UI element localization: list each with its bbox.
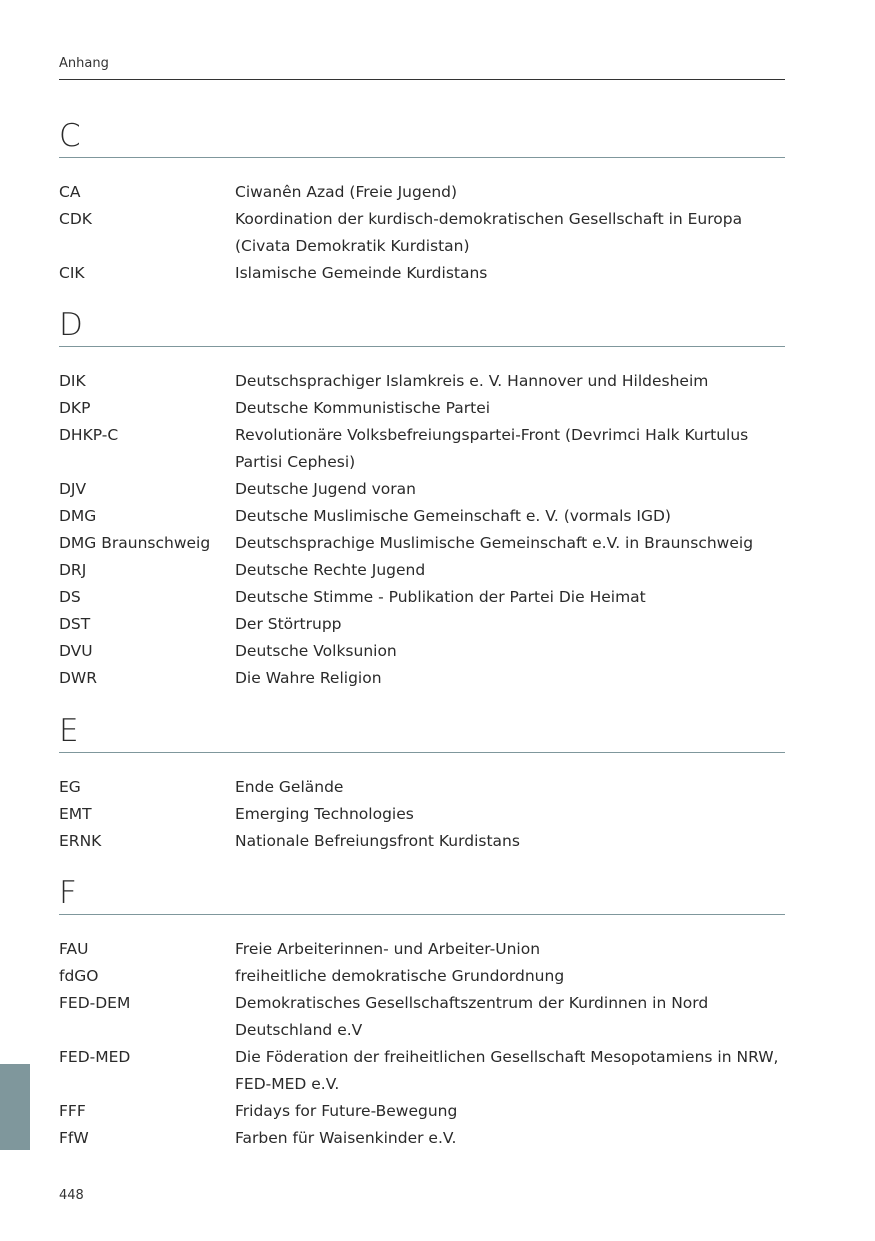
list-item (59, 611, 785, 638)
list-item (59, 990, 785, 1044)
section-rule (59, 752, 785, 753)
abbreviation: DMG (59, 507, 97, 525)
entry-list (59, 936, 785, 1152)
abbreviation: DMG Braunschweig (59, 534, 211, 552)
list-item (59, 422, 785, 476)
section-letter: E (59, 713, 79, 749)
section-e (59, 711, 785, 855)
list-item (59, 1125, 785, 1152)
abbreviation: FAU (59, 940, 89, 958)
section-f (59, 873, 785, 1152)
list-item (59, 963, 785, 990)
definition: Ciwanên Azad (Freie Jugend) (235, 183, 458, 201)
abbreviation: CIK (59, 264, 85, 282)
list-item (59, 936, 785, 963)
page-number: 448 (59, 1188, 84, 1203)
definition: Farben für Waisenkinder e.V. (235, 1129, 457, 1147)
abbreviation: CDK (59, 210, 92, 228)
section-rule (59, 157, 785, 158)
section-letter: C (59, 118, 81, 154)
list-item (59, 584, 785, 611)
abbreviation: EG (59, 778, 81, 796)
running-head: Anhang (59, 56, 109, 71)
abbreviation: DIK (59, 372, 86, 390)
definition: Revolutionäre Volksbefreiungspartei-Front (Devrimci Halk Kurtulus Partisi Cephesi) (235, 426, 749, 471)
list-item (59, 395, 785, 422)
header-rule (59, 79, 785, 80)
list-item (59, 530, 785, 557)
abbreviation: DWR (59, 669, 98, 687)
definition: Freie Arbeiterinnen- und Arbeiter-Union (235, 940, 541, 958)
definition: Die Föderation der freiheitlichen Gesellschaft Mesopotamiens in NRW, FED-MED e.V. (235, 1048, 779, 1093)
abbreviation: DST (59, 615, 91, 633)
abbreviation: FFF (59, 1102, 86, 1120)
list-item (59, 476, 785, 503)
section-d (59, 305, 785, 692)
list-item (59, 503, 785, 530)
definition: Deutsche Jugend voran (235, 480, 416, 498)
list-item (59, 368, 785, 395)
definition: Deutsche Stimme - Publikation der Partei Die Heimat (235, 588, 646, 606)
section-rule (59, 914, 785, 915)
definition: Islamische Gemeinde Kurdistans (235, 264, 488, 282)
definition: Die Wahre Religion (235, 669, 382, 687)
abbreviation: DKP (59, 399, 91, 417)
section-rule (59, 346, 785, 347)
definition: Der Störtrupp (235, 615, 342, 633)
section-c (59, 116, 785, 287)
definition: Deutschsprachiger Islamkreis e. V. Hannover und Hildesheim (235, 372, 709, 390)
list-item (59, 638, 785, 665)
definition: Ende Gelände (235, 778, 344, 796)
entry-list (59, 368, 785, 692)
list-item (59, 1044, 785, 1098)
list-item (59, 260, 785, 287)
definition: Emerging Technologies (235, 805, 414, 823)
list-item (59, 1098, 785, 1125)
definition: Deutsche Volksunion (235, 642, 397, 660)
list-item (59, 206, 785, 260)
section-letter: F (59, 875, 77, 911)
abbreviation: DVU (59, 642, 93, 660)
definition: Koordination der kurdisch-demokratischen Gesellschaft in Europa (Civata Demokratik Kurdistan) (235, 210, 743, 255)
abbreviation: FED-MED (59, 1048, 131, 1066)
abbreviation: EMT (59, 805, 92, 823)
abbreviation: ERNK (59, 832, 102, 850)
list-item (59, 557, 785, 584)
definition: Deutsche Rechte Jugend (235, 561, 426, 579)
definition: Demokratisches Gesellschaftszentrum der Kurdinnen in Nord Deutschland e.V (235, 994, 709, 1039)
abbreviation: DRJ (59, 561, 87, 579)
abbreviation: FED-DEM (59, 994, 131, 1012)
abbreviation: DJV (59, 480, 87, 498)
definition: freiheitliche demokratische Grundordnung (235, 967, 565, 985)
list-item (59, 774, 785, 801)
definition: Deutsche Muslimische Gemeinschaft e. V. (vormals IGD) (235, 507, 671, 525)
list-item (59, 179, 785, 206)
definition: Fridays for Future-Bewegung (235, 1102, 458, 1120)
chapter-tab (0, 1064, 30, 1150)
list-item (59, 665, 785, 692)
list-item (59, 828, 785, 855)
abbreviation: CA (59, 183, 81, 201)
abbreviation: DHKP-C (59, 426, 119, 444)
abbreviation: DS (59, 588, 81, 606)
entry-list (59, 774, 785, 855)
section-letter: D (59, 307, 83, 343)
definition: Deutsche Kommunistische Partei (235, 399, 491, 417)
definition: Deutschsprachige Muslimische Gemeinschaft e.V. in Braunschweig (235, 534, 754, 552)
definition: Nationale Befreiungsfront Kurdistans (235, 832, 520, 850)
list-item (59, 801, 785, 828)
abbreviation: fdGO (59, 967, 99, 985)
entry-list (59, 179, 785, 287)
abbreviation: FfW (59, 1129, 89, 1147)
